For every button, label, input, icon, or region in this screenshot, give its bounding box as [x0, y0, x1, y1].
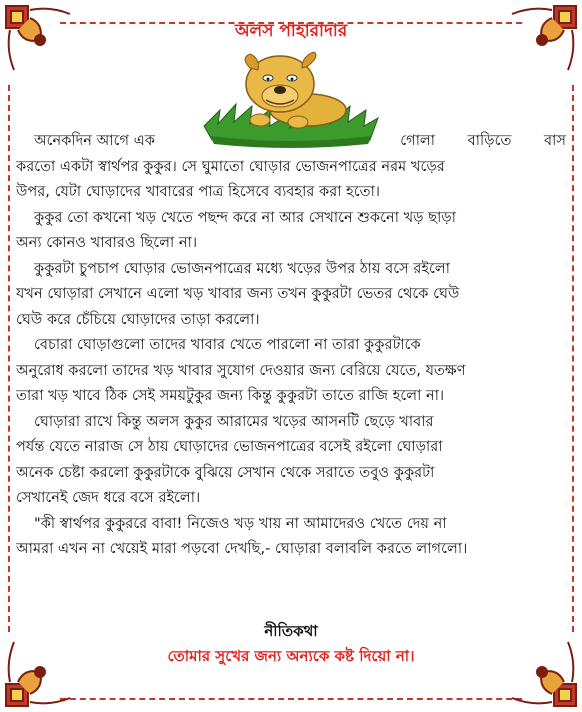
story-line: আমরা এখন না খেয়েই মারা পড়বো দেখছি,- ঘোড়ারা বলাবলি করতে লাগলো।: [16, 540, 468, 557]
bottom-border: [60, 698, 522, 700]
story-line-start: অনেকদিন আগে এক: [34, 132, 156, 149]
moral-text: তোমার সুখের জন্য অন্যকে কষ্ট দিয়ো না।: [167, 647, 415, 665]
story-word: গোলা: [400, 132, 436, 149]
story-word: বাস: [544, 132, 566, 149]
story-line: অন্য কোনও খাবারও ছিলো না।: [16, 234, 198, 251]
story-line: "কী স্বার্থপর কুকুররে বাবা! নিজেও খড় খায় না আমাদেরও খেতে দেয় না: [34, 514, 447, 532]
story-line: তারা খড় খাবে ঠিক সেই সময়টুকুর জন্য কিন্তু কুকুরটা তাতে রাজি হলো না।: [16, 387, 445, 404]
left-border: [8, 85, 10, 632]
story-line: ঘেউ করে চেঁচিয়ে ঘোড়াদের তাড়া করলো।: [16, 310, 260, 328]
story-word: বাড়িতে: [467, 132, 512, 149]
story-line: সেখানেই জেদ ধরে বসে রইলো।: [16, 489, 201, 506]
illustration-gap: [188, 128, 368, 154]
story-line: কুকুর তো কখনো খড় খেতে পছন্দ করে না আর সেখানে শুকনো খড় ছাড়া: [34, 208, 456, 226]
story-line: ঘোড়ারা রাখে কিন্তু অলস কুকুর আরামের খড়ের আসনটি ছেড়ে খাবার: [34, 412, 434, 430]
story-line: কুকুরটা চুপচাপ ঘোড়ার ভোজনপাত্রের মধ্যে খড়ের উপর ঠায় বসে রইলো: [34, 259, 450, 277]
right-border: [572, 85, 574, 632]
story-line: বেচারা ঘোড়াগুলো তাদের খাবার খেতে পারলো না তারা কুকুরটাকে: [34, 336, 421, 353]
story-lines: [16, 154, 566, 562]
story-line: করতো একটা স্বার্থপর কুকুর। সে ঘুমাতো ঘোড়ার ভোজনপাত্রের নরম খড়ের: [16, 157, 445, 175]
moral-heading: নীতিকথা: [264, 622, 318, 640]
story-line: অনুরোধ করলো তাদের খড় খাবার সুযোগ দেওয়ার জন্য বেরিয়ে যেতে, যতক্ষণ: [16, 361, 466, 379]
story-title: অলস পাহারাদার: [234, 21, 348, 41]
story-line: [16, 128, 566, 154]
story-line: উপর, যেটা ঘোড়াদের খাবারের পাত্র হিসেবে ব্যবহার করা হতো।: [16, 183, 381, 200]
story-line: অনেক চেষ্টা করলো কুকুরটাকে বুঝিয়ে সেখান থেকে সরাতে তবুও কুকুরটা: [16, 463, 435, 481]
story-line: যখন ঘোড়ারা সেখানে এলো খড় খাবার জন্য তখন কুকুরটা ভেতর থেকে ঘেউ: [16, 285, 460, 302]
story-body: [16, 128, 566, 562]
story-line: পর্যন্ত যেতে নারাজ সে ঠায় ঘোড়াদের ভোজনপাত্রের বসেই রইলো ঘোড়ারা: [16, 438, 443, 455]
